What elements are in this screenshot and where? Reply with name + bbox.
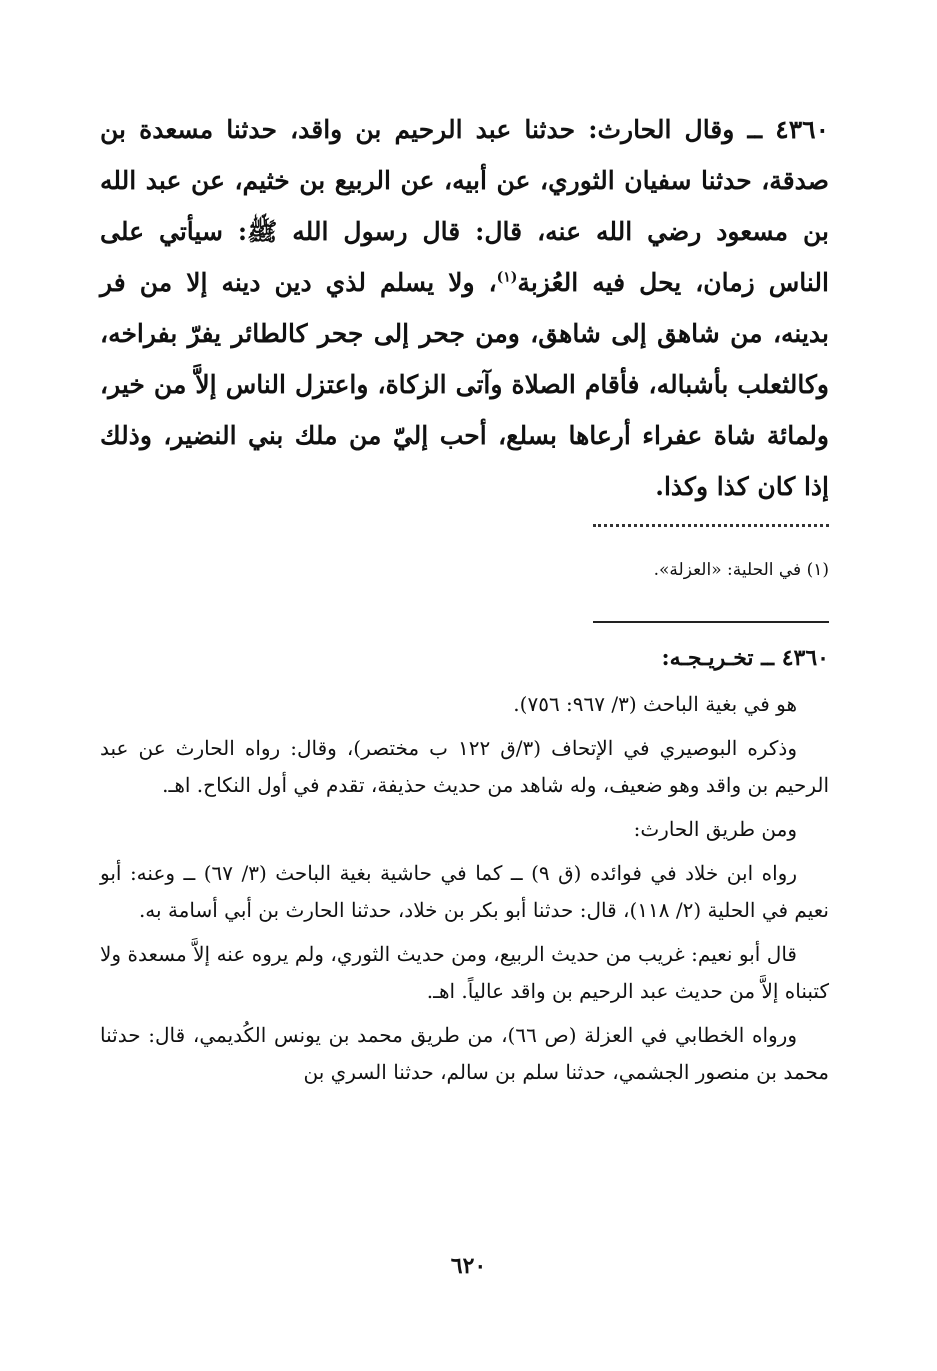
takhrij-heading: ٤٣٦٠ ــ تخـريـجـه: <box>661 645 829 671</box>
takhrij-paragraph: ورواه الخطابي في العزلة (ص ٦٦)، من طريق محمد بن يونس الكُديمي، قال: حدثنا محمد بن منصور الجشمي، حدثنا سلم بن سالم، حدثنا السري بن <box>100 1023 829 1084</box>
hadith-main-text <box>100 104 829 512</box>
takhrij-body <box>100 686 829 1098</box>
hadith-text: ٤٣٦٠ ــ وقال الحارث: حدثنا عبد الرحيم بن واقد، حدثنا مسعدة بن صدقة، حدثنا سفيان الثوري، عن أبيه، عن الربيع بن خثيم، عن عبد الله بن مسعود رضي الله عنه، قال: قال رسول الله ﷺ: سيأتي على الناس زمان، يحل فيه العُزبة <box>100 115 829 297</box>
takhrij-paragraph: رواه ابن خلاد في فوائده (ق ٩) ــ كما في حاشية بغية الباحث (٣/ ٦٧) ــ وعنه: أبو نعيم في الحلية (٢/ ١١٨)، قال: حدثنا أبو بكر بن خلاد، حدثنا الحارث بن أبي أسامة به. <box>100 861 829 922</box>
takhrij-paragraph: وذكره البوصيري في الإتحاف (٣/ق ١٢٢ ب مختصر)، وقال: رواه الحارث عن عبد الرحيم بن واقد وهو ضعيف، وله شاهد من حديث حذيفة، تقدم في أول النكاح. اهـ. <box>100 736 829 797</box>
footnote-separator <box>593 524 829 527</box>
page-number: ٦٢٠ <box>450 1253 487 1279</box>
takhrij-paragraph: ومن طريق الحارث: <box>633 817 797 841</box>
section-divider <box>593 621 829 623</box>
footnote: (١) في الحلية: «العزلة». <box>653 560 829 580</box>
hadith-paragraph <box>100 104 829 512</box>
takhrij-paragraph: هو في بغية الباحث (٣/ ٩٦٧: ٧٥٦). <box>513 692 797 716</box>
hadith-text-continued: ، ولا يسلم لذي دين دينه إلا من فر بدينه، من شاهق إلى شاهق، ومن جحر إلى جحر كالطائر يفرّ بفراخه، وكالثعلب بأشباله، فأقام الصلاة وآتى الزكاة، واعتزل الناس إلاَّ من خير، ولمائة شاة عفراء أرعاها بسلع، أحب إليّ من ملك بني النضير، وذلك إذا كان كذا وكذا. <box>100 268 829 501</box>
footnote-reference[interactable]: (١) <box>496 269 518 286</box>
takhrij-paragraph: قال أبو نعيم: غريب من حديث الربيع، ومن حديث الثوري، ولم يروه عنه إلاَّ مسعدة ولا كتبناه إلاَّ من حديث عبد الرحيم بن واقد عالياً. اهـ. <box>100 942 829 1003</box>
